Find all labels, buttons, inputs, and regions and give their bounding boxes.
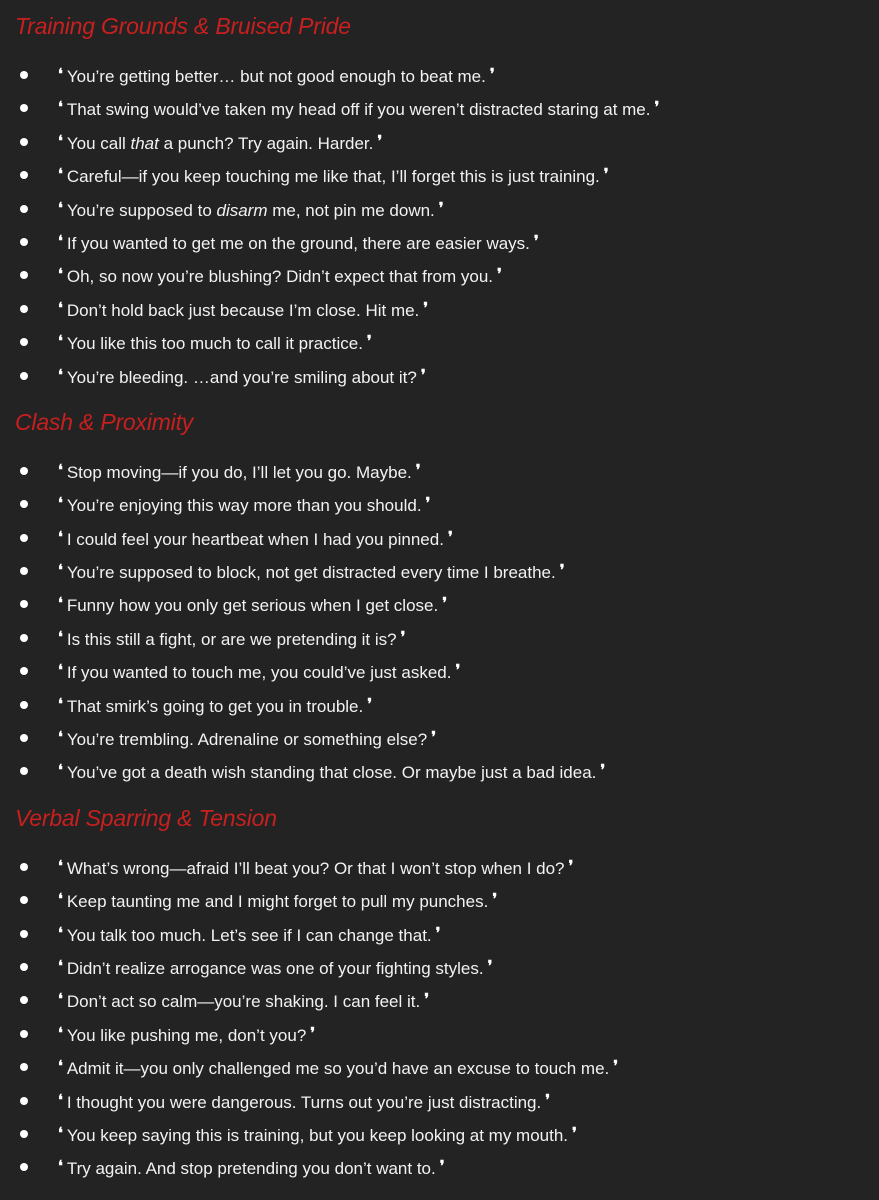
quote	[58, 950, 492, 985]
close-quote-icon: ❜	[415, 460, 421, 479]
bullet-icon	[20, 767, 28, 775]
open-quote-icon: ❛	[58, 761, 63, 780]
quote-segment: You call	[66, 133, 131, 153]
quote-text	[67, 596, 438, 615]
quote	[58, 158, 609, 193]
open-quote-icon: ❛	[58, 527, 63, 546]
section	[0, 802, 879, 1184]
bullet-icon	[20, 271, 28, 279]
quote-text	[67, 563, 556, 582]
quote-text	[67, 859, 565, 878]
close-quote-icon: ❜	[545, 1090, 551, 1109]
list-item	[0, 359, 879, 392]
quote-text	[67, 134, 374, 153]
list-item	[0, 883, 879, 916]
quote-segment: You’re getting better… but not good enough to beat me.	[66, 67, 486, 86]
list-item	[0, 125, 879, 158]
quote	[58, 454, 421, 489]
open-quote-icon: ❛	[58, 65, 63, 83]
list-item	[0, 754, 879, 787]
open-quote-icon: ❛	[58, 131, 63, 150]
list-item	[0, 721, 879, 754]
bullet-icon	[20, 996, 28, 1004]
bullet-icon	[20, 600, 28, 608]
quote-text	[67, 234, 530, 253]
quote-segment: You’re trembling. Adrenaline or something else?	[66, 730, 428, 750]
close-quote-icon: ❜	[492, 890, 498, 909]
quote-text	[67, 730, 427, 749]
quote	[58, 587, 447, 622]
list-item	[0, 688, 879, 721]
list-item	[0, 654, 879, 687]
close-quote-icon: ❜	[533, 231, 539, 250]
quote-segment: You talk too much. Let’s see if I can change that.	[66, 925, 432, 945]
quote	[58, 58, 495, 93]
list-item	[0, 917, 879, 950]
open-quote-icon: ❛	[58, 890, 63, 909]
bullet-icon	[20, 701, 28, 709]
list-item	[0, 521, 879, 554]
quote	[58, 487, 430, 522]
bullet-icon	[20, 138, 28, 146]
open-quote-icon: ❛	[58, 594, 63, 613]
close-quote-icon: ❜	[497, 265, 502, 284]
open-quote-icon: ❛	[58, 990, 63, 1009]
bullet-icon	[20, 1030, 28, 1038]
quote-segment: That swing would’ve taken my head off if you weren’t distracted staring at me.	[66, 100, 651, 120]
open-quote-icon: ❛	[58, 231, 63, 250]
bullet-icon	[20, 1063, 28, 1071]
close-quote-icon: ❜	[431, 728, 437, 747]
quote-segment: Stop moving—if you do, I’ll let you go. Maybe.	[66, 462, 412, 482]
bullet-icon	[20, 467, 28, 475]
bullet-icon	[20, 896, 28, 904]
close-quote-icon: ❜	[367, 694, 373, 713]
quote	[58, 192, 444, 227]
quote-segment: What’s wrong—afraid I’ll beat you? Or that I won’t stop when I do?	[66, 858, 565, 878]
quote-segment: Admit it—you only challenged me so you’d have an excuse to touch me.	[66, 1059, 610, 1079]
bullet-icon	[20, 372, 28, 380]
quote-text	[67, 463, 412, 482]
quote	[58, 125, 382, 160]
quote	[58, 258, 502, 293]
open-quote-icon: ❛	[58, 1057, 63, 1076]
quote-text	[67, 201, 435, 220]
list-item	[0, 850, 879, 883]
bullet-icon	[20, 1097, 28, 1105]
quote-segment: That smirk’s going to get you in trouble.	[66, 696, 364, 716]
quote	[58, 325, 372, 360]
quote	[58, 688, 372, 723]
quote	[58, 654, 460, 689]
quote-text	[67, 1159, 436, 1178]
quote	[58, 91, 659, 126]
list-item	[0, 258, 879, 291]
list-item	[0, 91, 879, 124]
quote-text	[67, 892, 488, 911]
quote-segment: You keep saying this is training, but you keep looking at my mouth.	[66, 1125, 569, 1145]
quote-text	[67, 959, 484, 978]
list-item	[0, 950, 879, 983]
close-quote-icon: ❜	[400, 627, 406, 646]
quote	[58, 1084, 550, 1119]
quote-segment: You’re supposed to block, not get distracted every time I breathe.	[66, 563, 556, 583]
quote-segment: You’re bleeding. …and you’re smiling about it?	[66, 367, 417, 387]
section-title: Clash & Proximity	[15, 408, 194, 435]
open-quote-icon: ❛	[58, 265, 63, 284]
quote-segment: You like pushing me, don’t you?	[66, 1025, 307, 1045]
bullet-icon	[20, 338, 28, 346]
quote-segment: Don’t act so calm—you’re shaking. I can feel it.	[66, 992, 421, 1012]
quote-text	[67, 630, 397, 649]
bullet-icon	[20, 71, 28, 79]
quote-segment: me, not pin me down.	[267, 200, 435, 220]
quote-segment: Oh, so now you’re blushing? Didn’t expect that from you.	[66, 267, 494, 287]
quote-segment: Is this still a fight, or are we pretending it is?	[66, 629, 397, 649]
quote-list	[0, 850, 879, 1184]
close-quote-icon: ❜	[310, 1023, 316, 1042]
close-quote-icon: ❜	[420, 365, 426, 384]
list-item	[0, 621, 879, 654]
bullet-icon	[20, 567, 28, 575]
close-quote-icon: ❜	[425, 494, 431, 513]
close-quote-icon: ❜	[603, 165, 609, 184]
open-quote-icon: ❛	[58, 198, 63, 217]
quote-text	[67, 1026, 306, 1045]
quote-text	[67, 267, 493, 286]
open-quote-icon: ❛	[58, 627, 63, 646]
open-quote-icon: ❛	[58, 1157, 63, 1176]
list-item	[0, 158, 879, 191]
close-quote-icon: ❜	[438, 198, 444, 217]
open-quote-icon: ❛	[58, 98, 63, 117]
quote	[58, 292, 428, 327]
quote-segment: You’re supposed to	[66, 200, 217, 220]
section	[0, 406, 879, 788]
quote-text	[67, 1093, 541, 1112]
quote-segment: Don’t hold back just because I’m close. Hit me.	[66, 300, 420, 320]
quote-text	[67, 301, 419, 320]
open-quote-icon: ❛	[58, 1123, 63, 1142]
quote	[58, 1150, 445, 1185]
quote-text	[67, 663, 452, 682]
list-item	[0, 1050, 879, 1083]
quote	[58, 225, 539, 260]
quote	[58, 1050, 618, 1085]
open-quote-icon: ❛	[58, 694, 63, 713]
open-quote-icon: ❛	[58, 365, 63, 384]
close-quote-icon: ❜	[435, 923, 441, 942]
quote-segment: You’ve got a death wish standing that close. Or maybe just a bad idea.	[66, 763, 597, 783]
close-quote-icon: ❜	[447, 527, 453, 546]
quote	[58, 521, 453, 556]
open-quote-icon: ❛	[58, 923, 63, 942]
close-quote-icon: ❜	[424, 990, 430, 1009]
bullet-icon	[20, 734, 28, 742]
quote-segment: Keep taunting me and I might forget to pull my punches.	[66, 892, 489, 912]
bullet-icon	[20, 534, 28, 542]
bullet-icon	[20, 963, 28, 971]
list-item	[0, 1117, 879, 1150]
quote-list	[0, 454, 879, 788]
section-title: Training Grounds & Bruised Pride	[15, 13, 351, 39]
list-item	[0, 1017, 879, 1050]
close-quote-icon: ❜	[613, 1057, 619, 1076]
bullet-icon	[20, 863, 28, 871]
close-quote-icon: ❜	[439, 1157, 445, 1176]
bullet-icon	[20, 930, 28, 938]
quote-segment: Careful—if you keep touching me like that, I’ll forget this is just training.	[66, 167, 600, 187]
emphasis-text: disarm	[216, 200, 268, 220]
list-item	[0, 325, 879, 358]
close-quote-icon: ❜	[600, 761, 606, 780]
bullet-icon	[20, 1130, 28, 1138]
close-quote-icon: ❜	[572, 1123, 577, 1142]
bullet-icon	[20, 104, 28, 112]
quote-text	[67, 368, 417, 387]
list-item	[0, 554, 879, 587]
list-item	[0, 983, 879, 1016]
quote-text	[67, 1126, 568, 1145]
quote	[58, 917, 440, 952]
quote-segment: If you wanted to touch me, you could’ve just asked.	[66, 663, 452, 683]
close-quote-icon: ❜	[568, 856, 574, 875]
list-item	[0, 487, 879, 520]
quote-segment: If you wanted to get me on the ground, there are easier ways.	[66, 233, 530, 253]
list-item	[0, 1150, 879, 1183]
open-quote-icon: ❛	[58, 561, 63, 580]
quote-text	[67, 67, 486, 86]
list-item	[0, 192, 879, 225]
quote-text	[67, 697, 363, 716]
quote	[58, 850, 573, 885]
quote-segment: a punch? Try again. Harder.	[158, 133, 374, 153]
quote-segment: I thought you were dangerous. Turns out you’re just distracting.	[66, 1092, 542, 1112]
bullet-icon	[20, 305, 28, 313]
quote-text	[67, 334, 363, 353]
open-quote-icon: ❛	[58, 165, 63, 184]
section-title: Verbal Sparring & Tension	[15, 804, 277, 831]
list-item	[0, 454, 879, 487]
quote	[58, 1017, 315, 1052]
close-quote-icon: ❜	[366, 332, 372, 351]
list-item	[0, 292, 879, 325]
list-item	[0, 225, 879, 258]
quote-text	[67, 992, 420, 1011]
open-quote-icon: ❛	[58, 298, 63, 317]
quote-list	[0, 58, 879, 392]
quote-text	[67, 926, 432, 945]
close-quote-icon: ❜	[654, 98, 660, 117]
quote-segment: You’re enjoying this way more than you should.	[66, 496, 422, 516]
quote-segment: Didn’t realize arrogance was one of your fighting styles.	[66, 958, 484, 978]
open-quote-icon: ❛	[58, 1090, 63, 1109]
quote	[58, 554, 565, 589]
quote-text	[67, 530, 444, 549]
close-quote-icon: ❜	[377, 131, 383, 150]
open-quote-icon: ❛	[58, 460, 63, 479]
bullet-icon	[20, 667, 28, 675]
open-quote-icon: ❛	[58, 332, 63, 351]
close-quote-icon: ❜	[559, 561, 565, 580]
quote	[58, 883, 497, 918]
list-item	[0, 1084, 879, 1117]
open-quote-icon: ❛	[58, 728, 63, 747]
list-item	[0, 587, 879, 620]
bullet-icon	[20, 1163, 28, 1171]
quote-text	[67, 763, 597, 782]
quote	[58, 359, 426, 394]
quote	[58, 1117, 577, 1152]
quote	[58, 721, 436, 756]
quote-text	[67, 496, 422, 515]
quote	[58, 621, 405, 656]
quote-segment: You like this too much to call it practice.	[66, 334, 363, 354]
bullet-icon	[20, 500, 28, 508]
close-quote-icon: ❜	[423, 298, 429, 317]
quote	[58, 754, 605, 789]
list-item	[0, 58, 879, 91]
open-quote-icon: ❛	[58, 1023, 63, 1042]
quote	[58, 983, 429, 1018]
emphasis-text: that	[130, 133, 159, 153]
bullet-icon	[20, 205, 28, 213]
close-quote-icon: ❜	[455, 661, 461, 680]
open-quote-icon: ❛	[58, 956, 63, 975]
sections-container	[0, 10, 879, 1184]
close-quote-icon: ❜	[489, 65, 495, 83]
quote-segment: Try again. And stop pretending you don’t want to.	[66, 1159, 436, 1179]
section	[0, 10, 879, 392]
open-quote-icon: ❛	[58, 661, 63, 680]
close-quote-icon: ❜	[487, 956, 493, 975]
bullet-icon	[20, 238, 28, 246]
quote-segment: I could feel your heartbeat when I had you pinned.	[66, 529, 444, 549]
quote-text	[67, 167, 600, 186]
open-quote-icon: ❛	[58, 494, 63, 513]
bullet-icon	[20, 171, 28, 179]
quote-segment: Funny how you only get serious when I get close.	[66, 596, 439, 616]
quote-text	[67, 1059, 609, 1078]
close-quote-icon: ❜	[442, 594, 448, 613]
bullet-icon	[20, 634, 28, 642]
open-quote-icon: ❛	[58, 856, 63, 875]
quote-text	[67, 100, 651, 119]
